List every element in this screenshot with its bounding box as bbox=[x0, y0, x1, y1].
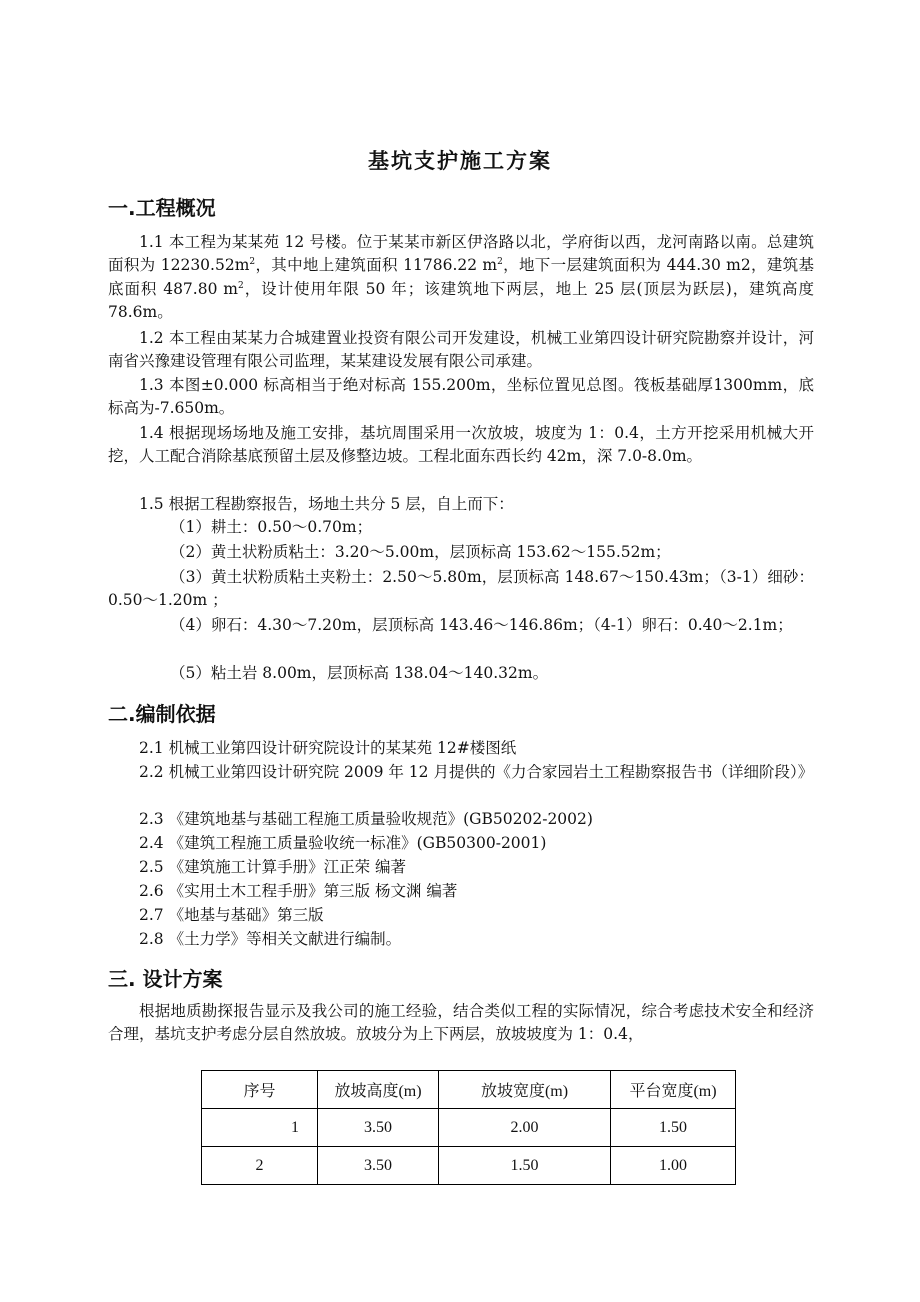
paragraph-1-2: 1.2 本工程由某某力合城建置业投资有限公司开发建设，机械工业第四设计研究院勘察并设计，河南省兴豫建设管理有限公司监理，某某建设发展有限公司承建。 bbox=[108, 329, 814, 371]
table-header-cell: 放坡高度(m) bbox=[318, 1071, 439, 1109]
document-title: 基坑支护施工方案 bbox=[368, 149, 552, 173]
section-heading-2: 二.编制依据 bbox=[108, 702, 216, 726]
reference-item: 2.4 《建筑工程施工质量验收统一标准》(GB50300-2001) bbox=[139, 834, 547, 852]
paragraph-1-1: 1.1 本工程为某某苑 12 号楼。位于某某市新区伊洛路以北，学府街以西，龙河南路以南。总建筑面积为 $12230.52m^2$，其中地上建筑面积 11786.22 $m^2$，地下一层建筑面积为 444.30 m2，建筑基底面积 487.80 $m^2$，设计使用年限 50 年；该建筑地下两层，地上 25 层(顶层为跃层)，建筑高度 78.6m。 bbox=[108, 233, 814, 321]
table-row bbox=[202, 1109, 736, 1147]
reference-item: 2.7 《地基与基础》第三版 bbox=[139, 906, 324, 924]
reference-item: 2.3 《建筑地基与基础工程施工质量验收规范》(GB50202-2002) bbox=[139, 810, 593, 828]
table-cell: 3.50 bbox=[318, 1147, 439, 1185]
soil-layer-4: （4）卵石：4.30～7.20m，层顶标高 143.46～146.86m；（4-1）卵石：0.40～2.1m； bbox=[170, 616, 793, 634]
table-header-cell: 序号 bbox=[202, 1071, 318, 1109]
reference-item: 2.8 《土力学》等相关文献进行编制。 bbox=[139, 930, 402, 948]
paragraph-1-5: 1.5 根据工程勘察报告，场地土共分 5 层，自上而下： bbox=[139, 495, 514, 513]
table-cell: 1.50 bbox=[439, 1147, 611, 1185]
reference-item: 2.5 《建筑施工计算手册》江正荣 编著 bbox=[139, 858, 407, 876]
table-cell: 1.00 bbox=[611, 1147, 736, 1185]
soil-layer-3: （3）黄土状粉质粘土夹粉土：2.50～5.80m，层顶标高 148.67～150.43m；（3-1）细砂：0.50～1.20m ； bbox=[108, 568, 814, 610]
paragraph-1-4: 1.4 根据现场场地及施工安排，基坑周围采用一次放坡，坡度为 1：0.4，土方开挖采用机械大开挖，人工配合消除基底预留土层及修整边坡。工程北面东西长约 42m，深 7.0-8.0m。 bbox=[108, 424, 814, 466]
paragraph-1-3: 1.3 本图±0.000 标高相当于绝对标高 155.200m，坐标位置见总图。筏板基础厚1300mm，底标高为-7.650m。 bbox=[108, 376, 814, 418]
table-cell: 1 bbox=[202, 1109, 318, 1147]
table-cell: 1.50 bbox=[611, 1109, 736, 1147]
slope-table bbox=[201, 1070, 736, 1185]
section-heading-1: 一.工程概况 bbox=[108, 196, 216, 220]
reference-item: 2.6 《实用土木工程手册》第三版 杨文渊 编著 bbox=[139, 882, 458, 900]
table-cell: 2.00 bbox=[439, 1109, 611, 1147]
soil-layer-2: （2）黄土状粉质粘土：3.20～5.00m，层顶标高 153.62～155.52m； bbox=[170, 543, 671, 561]
soil-layer-1: （1）耕土：0.50～0.70m； bbox=[170, 518, 373, 536]
table-header-cell: 平台宽度(m) bbox=[611, 1071, 736, 1109]
table-header-cell: 放坡宽度(m) bbox=[439, 1071, 611, 1109]
table-row bbox=[202, 1147, 736, 1185]
table-cell: 2 bbox=[202, 1147, 318, 1185]
soil-layer-5: （5）粘土岩 8.00m，层顶标高 138.04～140.32m。 bbox=[170, 664, 549, 682]
table-cell: 3.50 bbox=[318, 1109, 439, 1147]
section-heading-3: 三. 设计方案 bbox=[108, 967, 223, 991]
reference-item: 2.1 机械工业第四设计研究院设计的某某苑 12#楼图纸 bbox=[139, 739, 517, 757]
paragraph-3-1: 根据地质勘探报告显示及我公司的施工经验，结合类似工程的实际情况，综合考虑技术安全和经济合理，基坑支护考虑分层自然放坡。放坡分为上下两层，放坡坡度为 1：0.4， bbox=[108, 1002, 814, 1044]
table-header-row bbox=[202, 1071, 736, 1109]
reference-item: 2.2 机械工业第四设计研究院 2009 年 12 月提供的《力合家园岩土工程勘察报告书（详细阶段）》 bbox=[139, 763, 814, 781]
